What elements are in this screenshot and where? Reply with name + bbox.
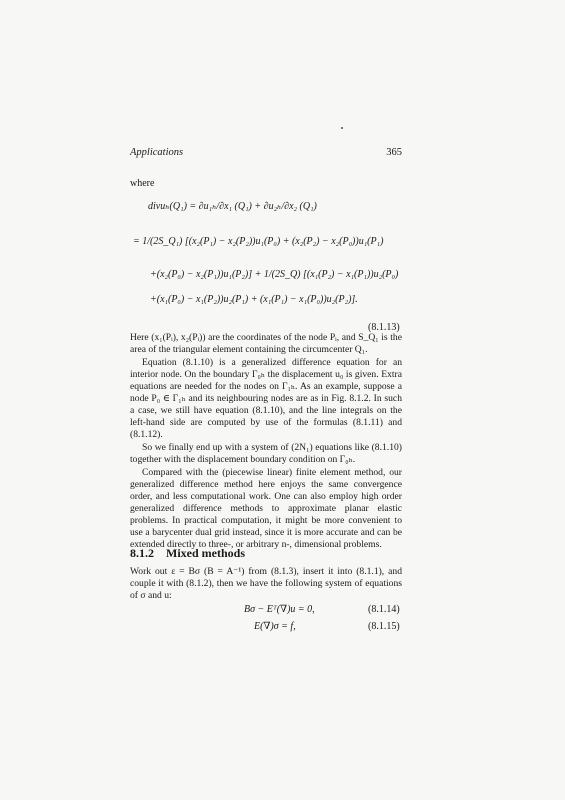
section-title: Mixed methods [166,546,245,560]
equation-8-1-14: Bσ − Eᵀ(∇)u = 0, [244,604,315,615]
equation-8-1-15: E(∇)σ = f, [254,621,296,632]
paragraph-coordinates: Here (x₁(Pᵢ), x₂(Pᵢ)) are the coordinates of the node Pᵢ, and S_Q₁ is the area of the triangular element containing the circumcenter Q₁. [130,332,402,355]
equation-number-8-1-15: (8.1.15) [368,621,400,632]
chapter-title: Applications [130,147,184,158]
section-heading [130,546,245,561]
equation-number-8-1-14: (8.1.14) [368,604,400,615]
scan-speck [341,127,343,129]
paragraph-system: So we finally end up with a system of (2N₁) equations like (8.1.10) together with the displacement boundary condition on Γ₀ₕ. [130,442,402,465]
section-number: 8.1.2 [130,546,154,560]
equation-divergence: divuₕ(Q₁) = ∂u₁ₕ/∂x₁ (Q₁) + ∂u₂ₕ/∂x₂ (Q₁) [148,201,317,212]
paragraph-boundary: Equation (8.1.10) is a generalized difference equation for an interior node. On the boundary Γ₀ₕ the displacement u₀ is given. Extra equations are needed for the nodes on Γ₁ₕ. As an example, suppose a node P₀ ∈ Γ₁ₕ and its neighbouring nodes are as in Fig. 8.1.2. In such a case, we still have equation (8.1.10), and the line integrals on the left-hand side are computed by use of the formulas (8.1.11) and (8.1.12). [130,357,402,440]
page-number: 365 [386,147,402,158]
paragraph-comparison: Compared with the (piecewise linear) finite element method, our generalized difference method here enjoys the same convergence order, and less computational work. One can also employ high order generalized difference methods to approximate planar elastic problems. In practical computation, it might be more convenient to use a barycenter dual grid instead, since it is more accurate and can be extended directly to three-, or arbitrary n-, dimensional problems. [130,467,402,550]
equation-line-4: +(x₁(P₀) − x₁(P₂))u₂(P₁) + (x₁(P₁) − x₁(P₀))u₂(P₂)]. [150,294,358,305]
running-header [130,147,402,158]
equation-line-3: +(x₂(P₀) − x₂(P₁))u₁(P₂)] + 1/(2S_Q) [(x₁(P₂) − x₁(P₁))u₂(P₀) [150,269,399,280]
equation-line-2: = 1/(2S_Q₁) [(x₂(P₁) − x₂(P₂))u₁(P₀) + (x₂(P₂) − x₂(P₀))u₁(P₁) [133,236,384,247]
equation-number-8-1-13: (8.1.13) [368,322,400,333]
where-label: where [130,178,155,189]
paragraph-mixed-intro: Work out ε = Bσ (B = A⁻¹) from (8.1.3), insert it into (8.1.1), and couple it with (8.1.2), then we have the following system of equations of σ and u: [130,566,402,601]
